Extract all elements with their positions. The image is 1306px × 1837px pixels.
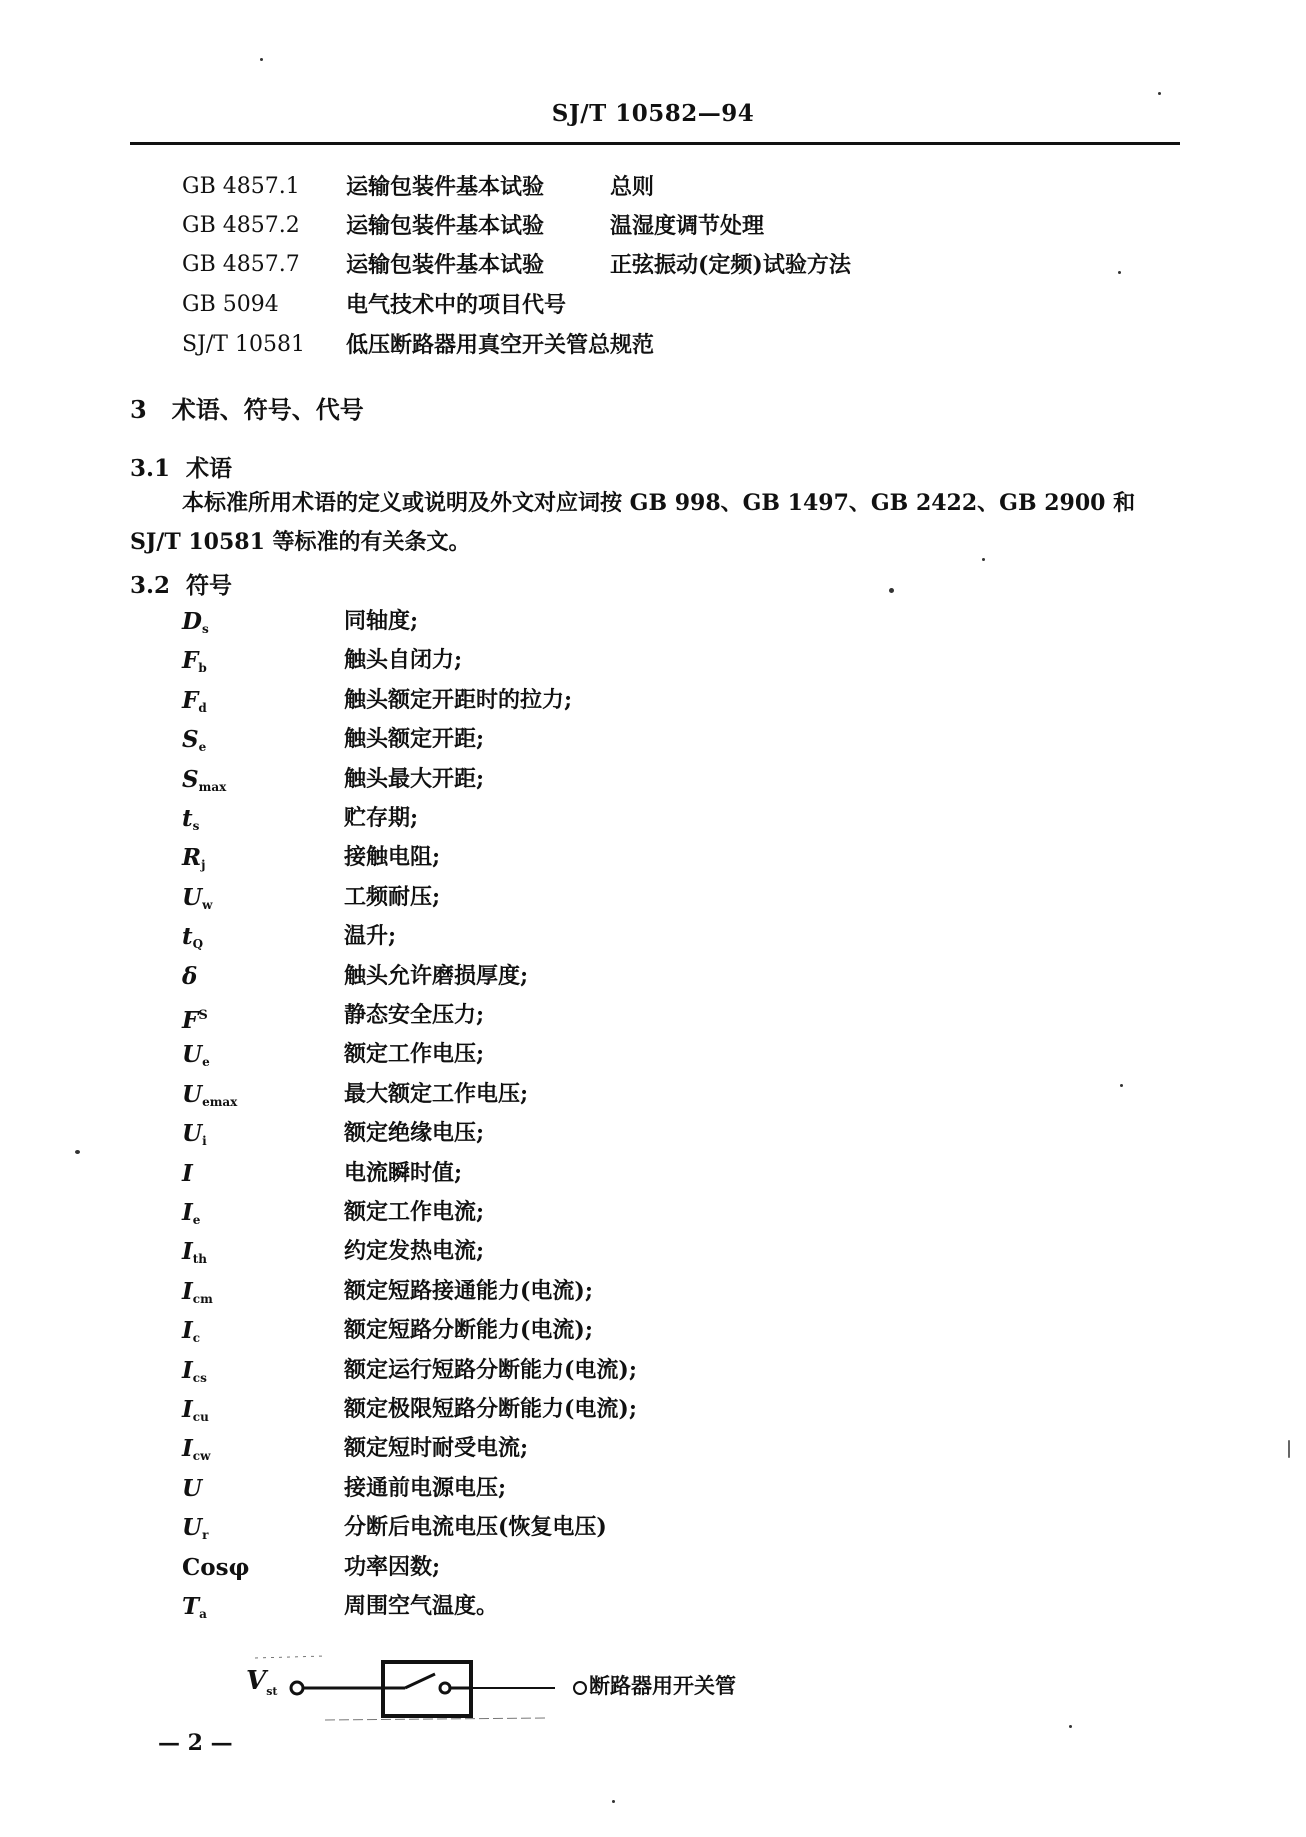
reference-code: GB 4857.7 bbox=[182, 252, 300, 277]
scan-speck bbox=[1158, 92, 1161, 95]
reference-subtitle: 总则 bbox=[610, 174, 655, 200]
symbol: $S_e$ bbox=[182, 726, 207, 754]
symbol-description: 工频耐压; bbox=[344, 884, 441, 910]
reference-title: 运输包装件基本试验 bbox=[346, 174, 545, 200]
symbol: $I_{th}$ bbox=[182, 1238, 208, 1266]
subsection-title: 术语 bbox=[186, 455, 232, 482]
reference-code: GB 4857.1 bbox=[182, 174, 300, 199]
reference-title: 运输包装件基本试验 bbox=[346, 213, 545, 239]
symbol: $F^S$ bbox=[182, 1007, 208, 1034]
symbol-description: 电流瞬时值; bbox=[344, 1160, 463, 1186]
symbol-description: 触头额定开距时的拉力; bbox=[344, 687, 573, 713]
terminal-left bbox=[291, 1682, 303, 1694]
symbol-description: 额定极限短路分断能力(电流); bbox=[344, 1396, 637, 1422]
symbol: U bbox=[182, 1475, 203, 1502]
symbol-description: 触头最大开距; bbox=[344, 766, 485, 792]
reference-code: SJ/T 10581 bbox=[182, 332, 305, 357]
symbol: $U_{emax}$ bbox=[182, 1081, 238, 1109]
figure-label: 断路器用开关管 bbox=[573, 1670, 736, 1700]
section-number: 3 bbox=[130, 395, 147, 424]
symbol: $I_c$ bbox=[182, 1317, 201, 1345]
symbol: $F_d$ bbox=[182, 687, 207, 715]
terms-paragraph-line-1: 本标准所用术语的定义或说明及外文对应词按 GB 998、GB 1497、GB 2422、GB 2900 和 bbox=[182, 490, 1136, 516]
subsection-3-1-heading bbox=[130, 450, 232, 483]
symbol-description: 触头额定开距; bbox=[344, 726, 485, 752]
scan-speck bbox=[1120, 1084, 1123, 1087]
scan-speck bbox=[260, 58, 263, 61]
reference-subtitle: 正弦振动(定频)试验方法 bbox=[610, 252, 851, 278]
header-rule bbox=[130, 142, 1180, 145]
reference-title: 电气技术中的项目代号 bbox=[346, 292, 567, 318]
symbol-description: 触头自闭力; bbox=[344, 647, 463, 673]
symbol: $S_{max}$ bbox=[182, 766, 227, 794]
subsection-number: 3.1 bbox=[130, 455, 171, 482]
reference-subtitle: 温湿度调节处理 bbox=[610, 213, 765, 239]
symbol-description: 功率因数; bbox=[344, 1554, 441, 1580]
symbol-description: 约定发热电流; bbox=[344, 1238, 485, 1264]
symbol-description: 额定绝缘电压; bbox=[344, 1120, 485, 1146]
symbol-description: 周围空气温度。 bbox=[344, 1593, 499, 1619]
symbol-description: 温升; bbox=[344, 923, 397, 949]
symbol-description: 分断后电流电压(恢复电压) bbox=[344, 1514, 607, 1540]
page-number: — 2 — bbox=[158, 1730, 233, 1756]
scan-speck bbox=[889, 588, 894, 593]
symbol: $R_j$ bbox=[182, 844, 206, 872]
scan-speck bbox=[75, 1150, 80, 1154]
section-title: 术语、符号、代号 bbox=[171, 395, 364, 424]
scan-speck bbox=[1069, 1725, 1072, 1728]
scan-speck bbox=[1288, 1440, 1290, 1458]
symbol-description: 接触电阻; bbox=[344, 844, 441, 870]
subsection-title: 符号 bbox=[186, 572, 232, 599]
symbol-description: 同轴度; bbox=[344, 608, 419, 634]
symbol: I bbox=[182, 1160, 193, 1187]
reference-code: GB 4857.2 bbox=[182, 213, 300, 238]
subsection-3-2-heading bbox=[130, 567, 232, 600]
reference-code: GB 5094 bbox=[182, 292, 279, 317]
symbol: Cosφ bbox=[182, 1554, 250, 1581]
symbol-description: 额定短时耐受电流; bbox=[344, 1435, 529, 1461]
symbol-description: 接通前电源电压; bbox=[344, 1475, 507, 1501]
symbol: $I_{cm}$ bbox=[182, 1278, 213, 1306]
symbol-description: 额定短路接通能力(电流); bbox=[344, 1278, 593, 1304]
scan-speck bbox=[612, 1800, 615, 1803]
document-code: SJ/T 10582—94 bbox=[551, 100, 755, 127]
symbol: $I_{cu}$ bbox=[182, 1396, 209, 1424]
switch-tube-diagram bbox=[235, 1650, 555, 1730]
symbol-description: 最大额定工作电压; bbox=[344, 1081, 529, 1107]
terms-paragraph-line-2: SJ/T 10581 等标准的有关条文。 bbox=[130, 529, 471, 555]
symbol-description: 额定短路分断能力(电流); bbox=[344, 1317, 593, 1343]
symbol: $U_i$ bbox=[182, 1120, 207, 1148]
symbol: $I_e$ bbox=[182, 1199, 201, 1227]
symbol: $t_s$ bbox=[182, 805, 200, 833]
symbol-description: 额定工作电流; bbox=[344, 1199, 485, 1225]
symbol: $T_a$ bbox=[182, 1593, 207, 1621]
symbol-description: 额定工作电压; bbox=[344, 1041, 485, 1067]
symbol: $F_b$ bbox=[182, 647, 207, 675]
reference-title: 运输包装件基本试验 bbox=[346, 252, 545, 278]
symbol: $U_r$ bbox=[182, 1514, 209, 1542]
symbol-description: 贮存期; bbox=[344, 805, 419, 831]
symbol: $U_w$ bbox=[182, 884, 213, 912]
symbol: δ bbox=[182, 963, 198, 990]
switch-blade bbox=[405, 1674, 435, 1688]
scan-speck bbox=[982, 558, 985, 561]
section-3-heading bbox=[130, 390, 364, 425]
reference-title: 低压断路器用真空开关管总规范 bbox=[346, 332, 655, 358]
symbol: $t_Q$ bbox=[182, 923, 204, 951]
symbol: $U_e$ bbox=[182, 1041, 210, 1069]
switch-contact bbox=[440, 1683, 450, 1693]
symbol: $I_{cw}$ bbox=[182, 1435, 211, 1463]
symbol-description: 静态安全压力; bbox=[344, 1002, 485, 1028]
figure-variable: $V_{st}$ bbox=[246, 1666, 278, 1699]
symbol-description: 触头允许磨损厚度; bbox=[344, 963, 529, 989]
symbol-description: 额定运行短路分断能力(电流); bbox=[344, 1357, 637, 1383]
symbol: $I_{cs}$ bbox=[182, 1357, 207, 1385]
scan-speck bbox=[1118, 271, 1121, 274]
subsection-number: 3.2 bbox=[130, 572, 171, 599]
symbol: $D_s$ bbox=[182, 608, 209, 636]
